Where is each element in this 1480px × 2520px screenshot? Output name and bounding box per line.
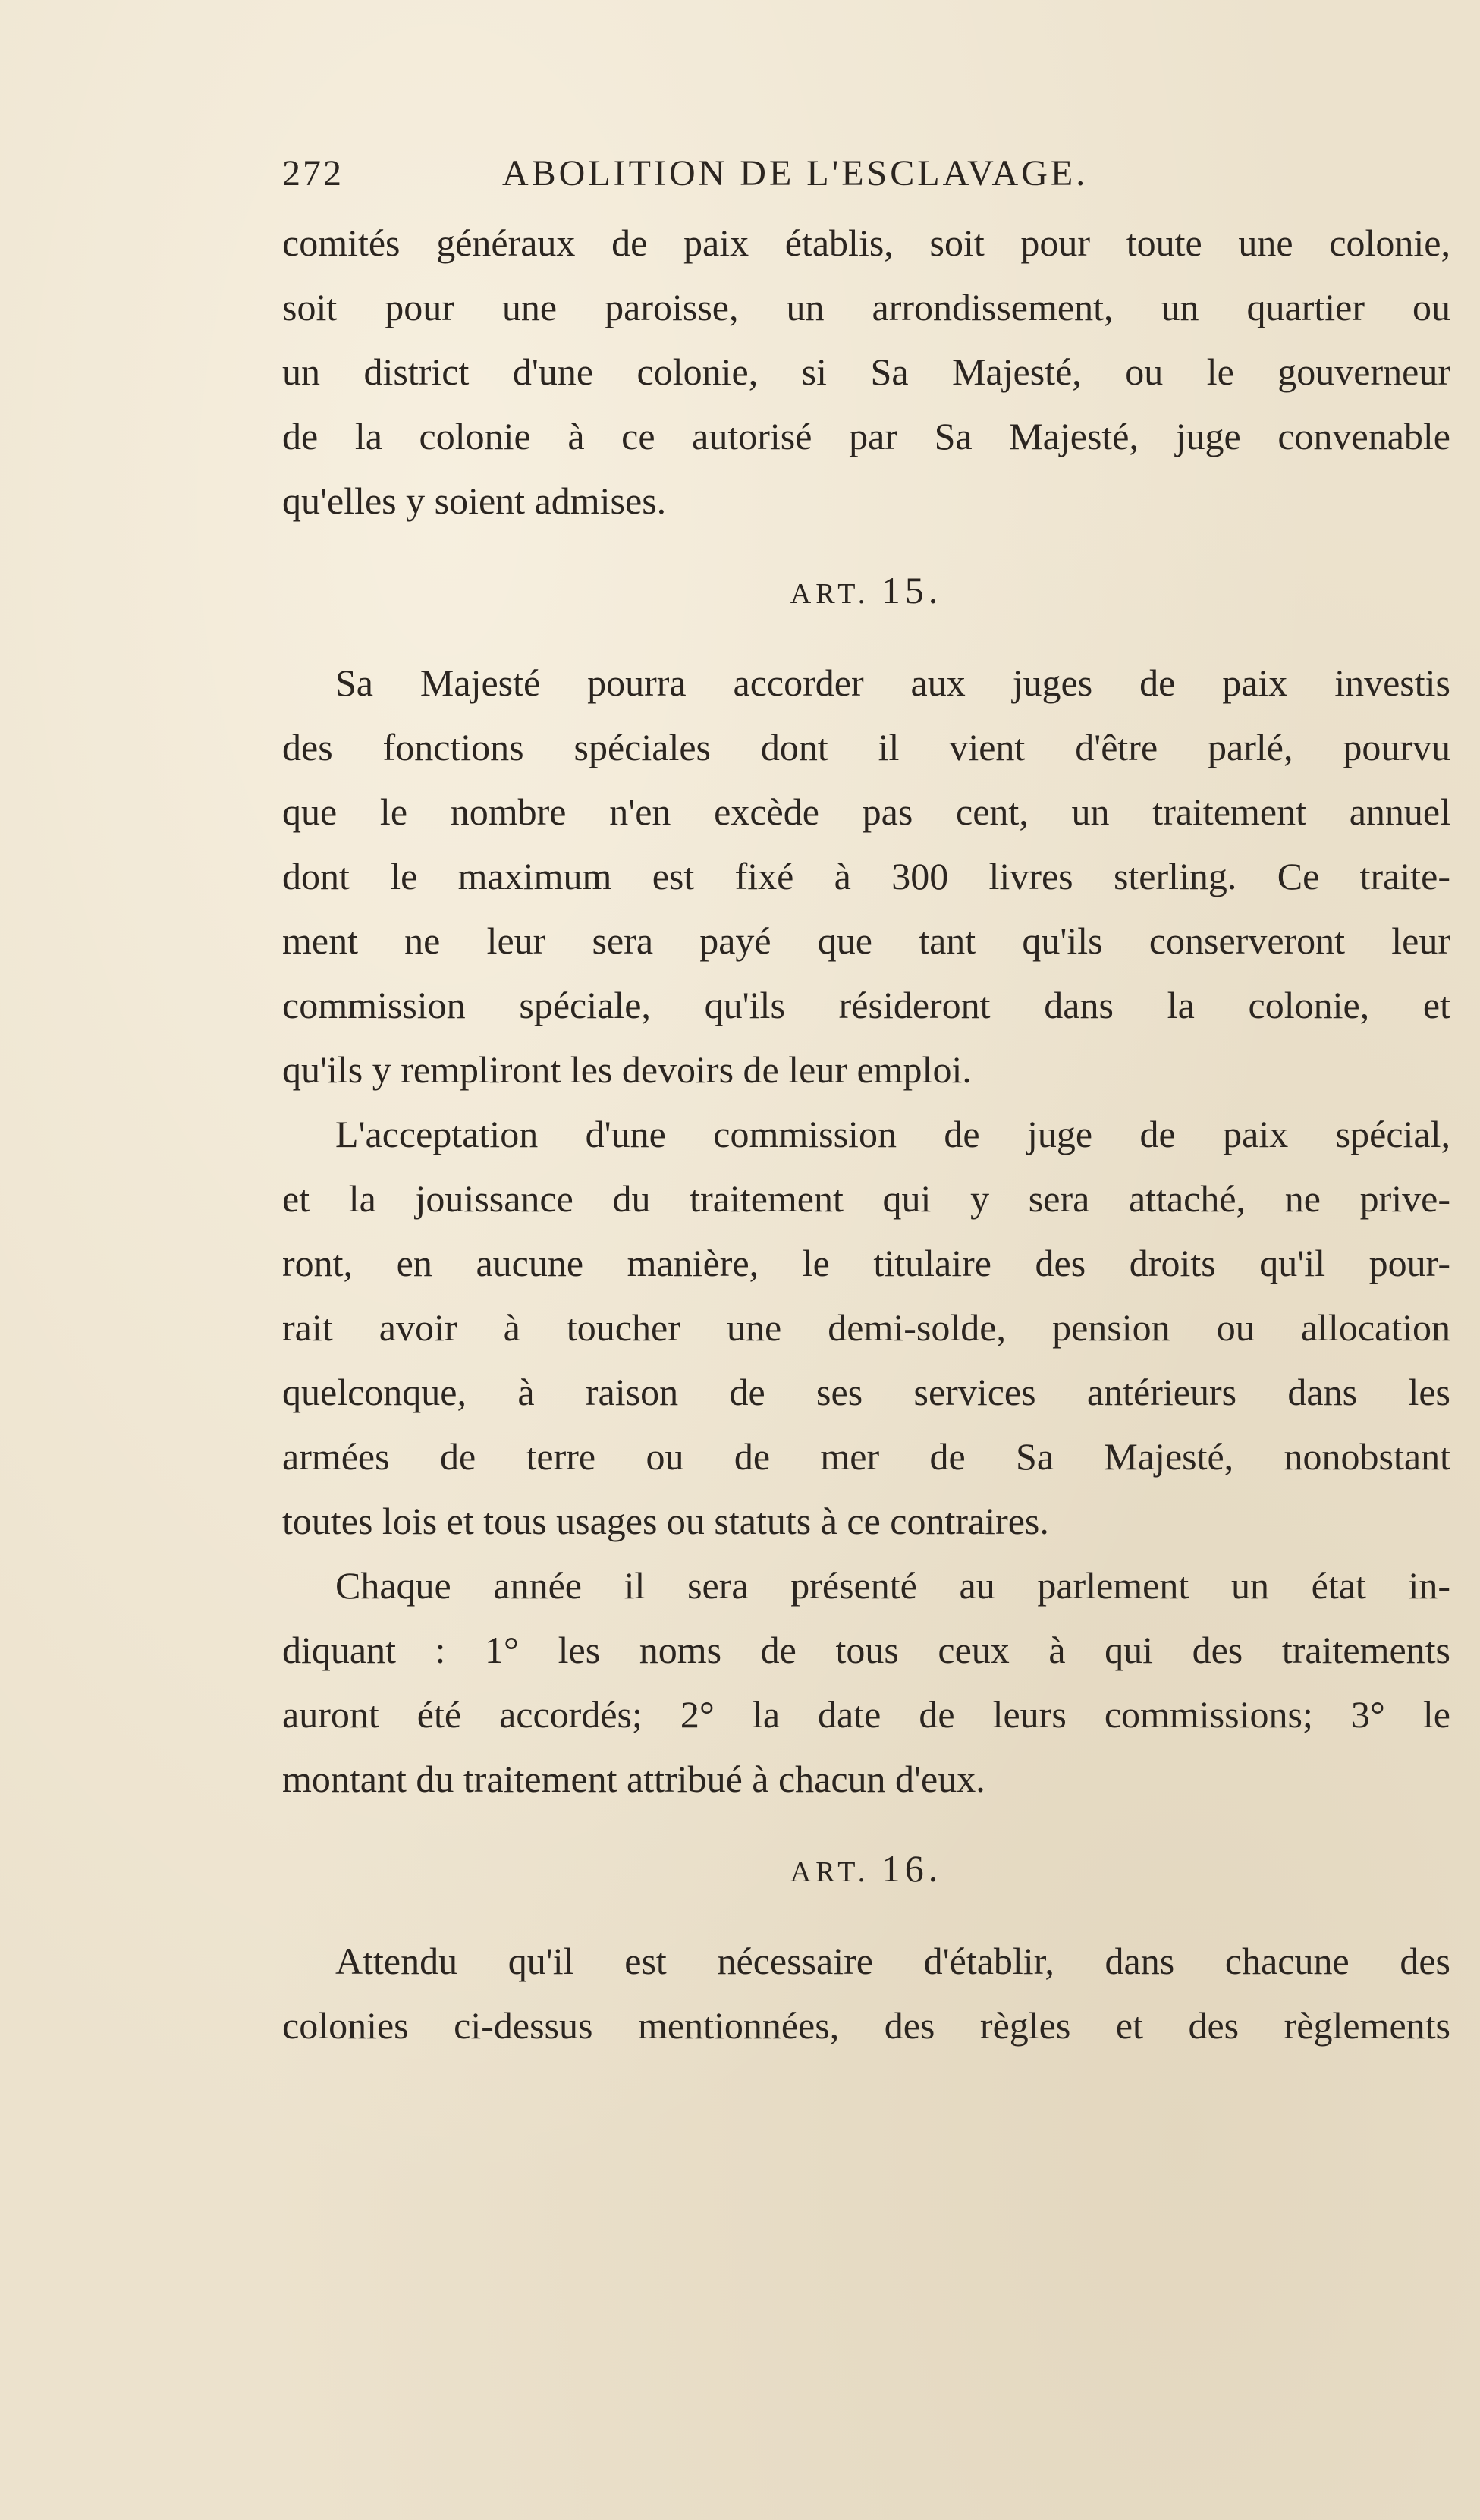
text-line: colonies ci-dessus mentionnées, des règles et des règlements [282,2004,1450,2047]
text-line: Sa Majesté pourra accorder aux juges de paix investis [335,661,1450,704]
text-line: auront été accordés; 2° la date de leurs commissions; 3° le [282,1693,1450,1736]
text-line: ment ne leur sera payé que tant qu'ils conserveront leur [282,919,1450,962]
article-label: ART. [790,1856,870,1888]
text-line: quelconque, à raison de ses services antérieurs dans les [282,1371,1450,1413]
article-label: ART. [790,578,870,610]
text-line: soit pour une paroisse, un arrondissement, un quartier ou [282,286,1450,328]
article-number: 16. [881,1847,943,1890]
text-line: montant du traitement attribué à chacun d'eux. [282,1758,985,1800]
text-line: commission spéciale, qu'ils résideront dans la colonie, et [282,984,1450,1026]
text-line: toutes lois et tous usages ou statuts à ce contraires. [282,1500,1049,1542]
text-line: diquant : 1° les noms de tous ceux à qui des traitements [282,1629,1450,1671]
paragraph [282,1554,1450,1811]
text-line: rait avoir à toucher une demi-solde, pension ou allocation [282,1306,1450,1349]
text-line: des fonctions spéciales dont il vient d'être parlé, pourvu [282,726,1450,768]
text-line: et la jouissance du traitement qui y sera attaché, ne prive- [282,1177,1450,1220]
paragraph [282,651,1450,1102]
text-line: ront, en aucune manière, le titulaire des droits qu'il pour- [282,1242,1450,1284]
text-line: que le nombre n'en excède pas cent, un traitement annuel [282,790,1450,833]
text-line: comités généraux de paix établis, soit pour toute une colonie, [282,222,1450,264]
text-line: qu'elles y soient admises. [282,479,667,522]
running-title: ABOLITION DE L'ESCLAVAGE. [502,153,1089,193]
page-number: 272 [282,153,344,193]
text-line: armées de terre ou de mer de Sa Majesté, nonobstant [282,1435,1450,1478]
text-line: un district d'une colonie, si Sa Majesté, ou le gouverneur [282,350,1450,393]
text-line: dont le maximum est fixé à 300 livres sterling. Ce traite- [282,855,1450,897]
text-line: qu'ils y rempliront les devoirs de leur emploi. [282,1048,972,1091]
page-text [282,137,1480,2058]
paragraph [282,211,1450,533]
page-header [282,137,1480,211]
text-line: Attendu qu'il est nécessaire d'établir, dans chacune des [335,1940,1450,1982]
text-line: L'acceptation d'une commission de juge de paix spécial, [335,1113,1450,1155]
article-heading [282,1811,1450,1929]
article-heading [282,533,1450,651]
paragraph [282,1929,1450,2058]
text-line: Chaque année il sera présenté au parlement un état in- [335,1564,1450,1607]
article-number: 15. [881,569,943,611]
text-line: de la colonie à ce autorisé par Sa Majesté, juge convenable [282,415,1450,457]
paragraph [282,1102,1450,1554]
